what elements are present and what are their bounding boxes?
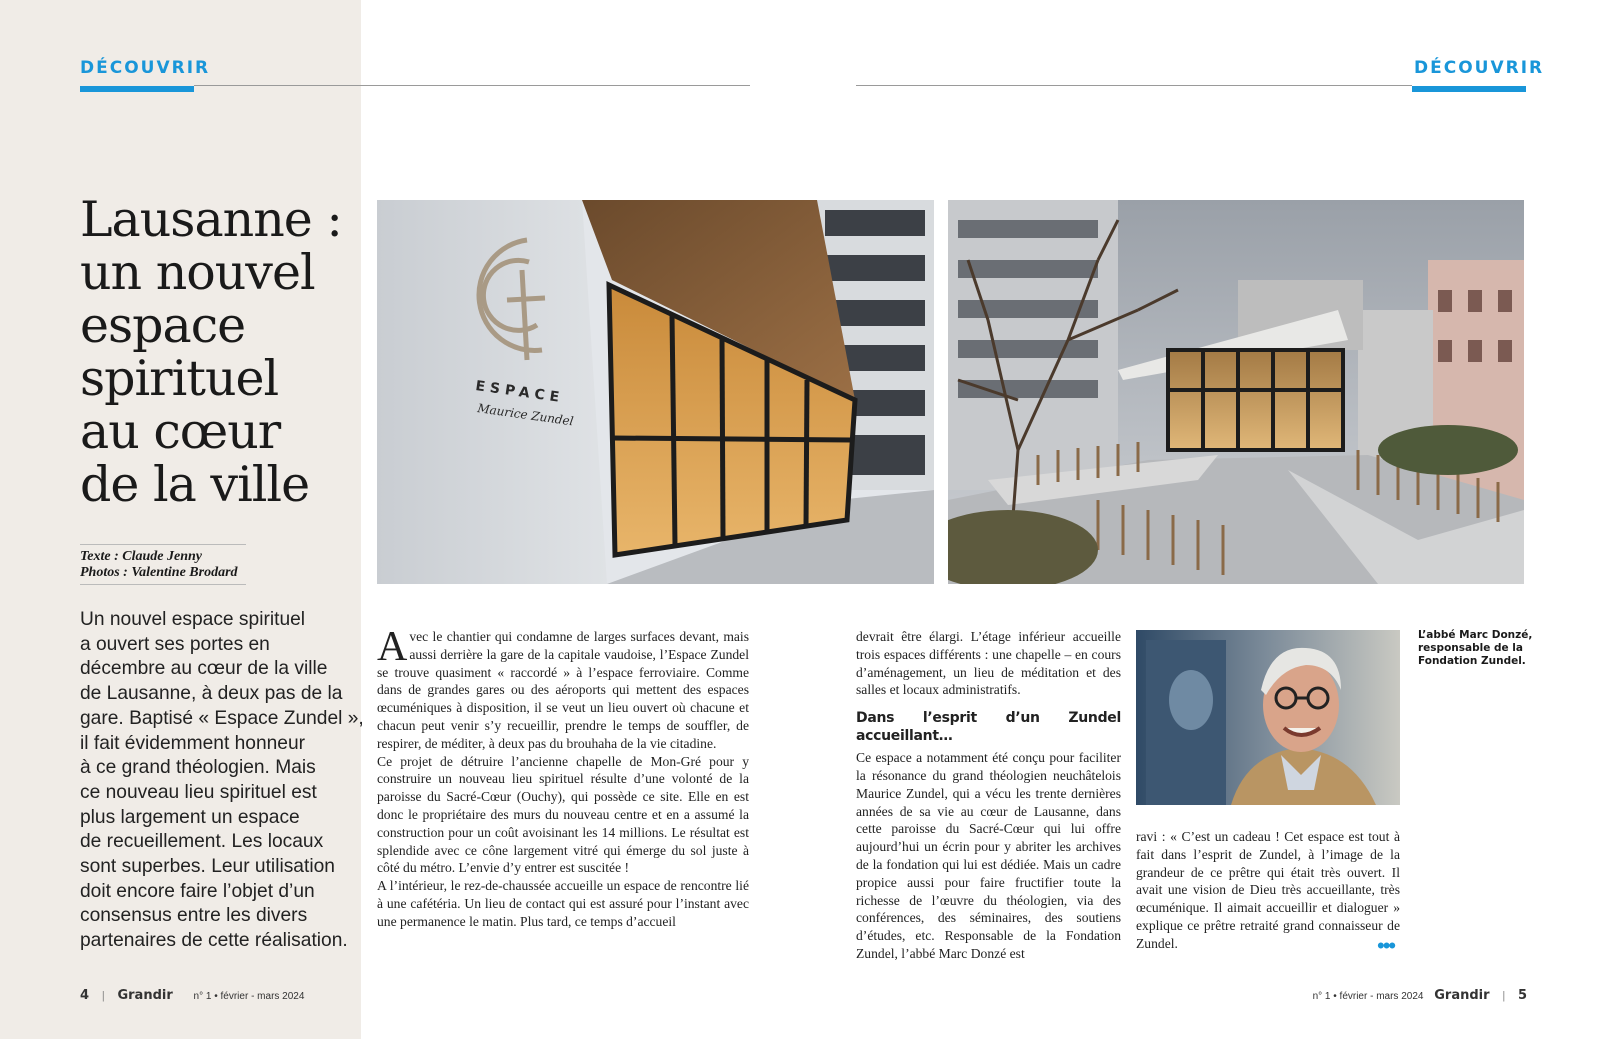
sign-script: Maurice Zundel [476,401,575,429]
magazine-name: Grandir [1434,988,1490,1003]
intro-line: décembre au cœur de la ville [80,658,328,680]
title-line: de la ville [80,456,310,513]
page-number-right: 5 [1517,988,1527,1003]
credits [80,549,238,581]
header-rule-right [856,85,1412,86]
drop-cap: A [377,624,408,670]
photo-portrait-illustration [1136,630,1400,805]
intro-line: de recueillement. Les locaux [80,831,324,853]
footer-left [80,988,304,1003]
title-line: spirituel [80,350,279,407]
paragraph: devrait être élargi. L’étage inférieur accueille trois espaces différents : une chapelle – en cours d’aménagement, un lieu de méditation et des salles et locaux administratifs. [856,629,1121,698]
photo-building-exterior-illustration [377,200,934,584]
subheading: Dans l’esprit d’un Zundel accueillant… [856,710,1121,745]
title-line: espace [80,297,246,354]
credits-rule-top [80,544,246,545]
footer-separator: | [101,990,105,1002]
title-line: au cœur [80,403,281,460]
intro-line: plus largement un espace [80,806,300,828]
photo-portrait-marc-donze [1136,630,1400,805]
header-rule-left [194,85,750,86]
intro-line: consensus entre les divers [80,905,308,927]
paragraph: A l’intérieur, le rez-de-chaussée accueille un espace de rencontre lié à une cafétéria. Un lieu de contact qui est assuré pour l’instant avec une permanence le matin. Plus tard, ce temps d’accueil [377,878,749,929]
caption-line: L’abbé Marc Donzé, [1418,629,1533,641]
paragraph: Ce projet de détruire l’ancienne chapelle de Mon-Gré pour y construire un nouveau lieu spirituel résulte d’une volonté de la paroisse du Sacré-Cœur (Ouchy), qui possède ce site. Elle en est donc le propriétaire des murs du nouveau centre et en a assumé la construction pour un coût avoisinant les 14 millions. Le résultat est splendide avec ce cône largement vitré qui émerge du sol juste à côté du métro. L’envie d’y entrer est suscitée ! [377,753,749,876]
article-title [80,193,360,511]
intro-line: partenaires de cette réalisation. [80,930,348,952]
intro-line: ce nouveau lieu spirituel est [80,781,317,803]
footer-separator: | [1502,990,1506,1002]
issue-info: n° 1 • février - mars 2024 [1312,991,1424,1002]
photo-courtyard [948,200,1524,584]
intro-line: doit encore faire l’objet d’un [80,880,315,902]
credit-text: Texte : Claude Jenny [80,549,202,564]
paragraph: ravi : « C’est un cadeau ! Cet espace est tout à fait dans l’esprit de Zundel, à l’image de la grandeur de ce prêtre qui était très ouvert. Il avait une vision de Dieu très accueillante, très œcuménique. Il aimait accueillir et dialoguer » explique ce prêtre retraité grand connaisseur de Zundel. [1136,829,1400,951]
credit-photos: Photos : Valentine Brodard [80,565,238,580]
photo-building-exterior [377,200,934,584]
continue-marker: ••• [1377,933,1395,958]
section-underline-left [80,86,194,92]
intro-line: a ouvert ses portes en [80,633,270,655]
intro-paragraph [80,608,364,954]
photo-caption [1418,629,1538,668]
intro-line: sont superbes. Leur utilisation [80,856,335,878]
sign-word: ESPACE [474,378,566,407]
footer-right [1313,988,1527,1003]
intro-line: à ce grand théologien. Mais [80,757,316,779]
article-column-1 [377,624,749,931]
article-column-3 [1136,828,1400,958]
page-number-left: 4 [80,988,90,1003]
caption-line: Fondation Zundel. [1418,655,1526,667]
paragraph: Avec le chantier qui condamne de larges surfaces devant, mais aussi derrière la gare de la capitale vaudoise, l’Espace Zundel se trouve quasiment « raccordé » à l’espace ferroviaire. Comme dans de grandes gares ou des aéroports qui mettent des espaces œcuméniques à disposition, il se veut un lieu ouvert où chacune et chacun peut venir s’y recueillir, prendre le temps de souffler, de respirer, de méditer, à deux pas du brouhaha de la vie citadine. [377,624,749,751]
intro-line: de Lausanne, à deux pas de la [80,683,343,705]
title-line: Lausanne : [80,191,342,248]
section-underline-right [1412,86,1526,92]
caption-line: responsable de la [1418,642,1523,654]
title-line: un nouvel [80,244,315,301]
paragraph: Ce espace a notamment été conçu pour faciliter la résonance du grand théologien neuchâtelois Maurice Zundel, qui a vécu les trente dernières années de sa vie au cœur de Lausanne, dans cette paroisse du Sacré-Cœur qui lui offre aujourd’hui un écrin pour y abriter les archives de la fondation qui lui est dédiée. Mais un cadre propice aussi pour faire fructifier toute la richesse de l’œuvre du théologien, via des conférences, des séminaires, des soutiens d’études, etc. Responsable de la Fondation Zundel, l’abbé Marc Donzé est [856,750,1121,961]
magazine-name: Grandir [117,988,173,1003]
credits-rule-bottom [80,584,246,585]
section-label-left: DÉCOUVRIR [80,58,211,78]
section-label-right: DÉCOUVRIR [1414,58,1545,78]
intro-line: Un nouvel espace spirituel [80,609,306,630]
article-column-2 [856,628,1121,963]
issue-info: n° 1 • février - mars 2024 [193,991,305,1002]
intro-line: il fait évidemment honneur [80,732,306,754]
intro-line: gare. Baptisé « Espace Zundel », [80,707,364,729]
photo-courtyard-illustration [948,200,1524,584]
